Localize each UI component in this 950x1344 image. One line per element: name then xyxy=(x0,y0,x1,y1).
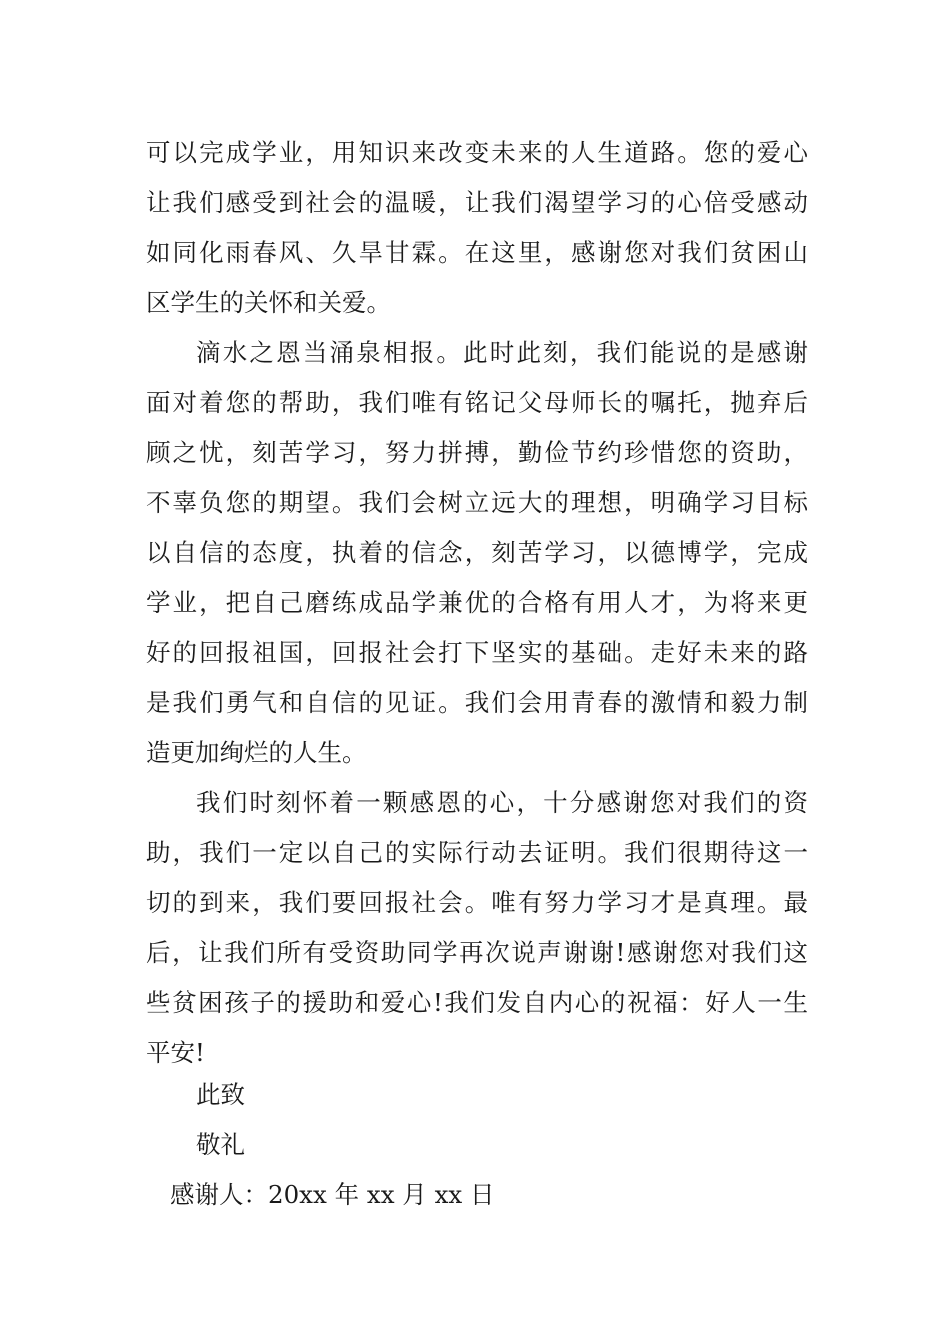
signature-text: 感谢人：20xx 年 xx 月 xx 日 xyxy=(170,1180,495,1209)
paragraph-2 xyxy=(146,328,808,778)
paragraph-line: 些贫困孩子的援助和爱心!我们发自内心的祝福：好人一生 xyxy=(146,988,808,1017)
closing-line: 敬礼 xyxy=(196,1130,245,1159)
paragraph-line: 后，让我们所有受资助同学再次说声谢谢!感谢您对我们这 xyxy=(146,938,808,967)
paragraph-line: 让我们感受到社会的温暖，让我们渴望学习的心倍受感动 xyxy=(146,188,808,217)
paragraph-line: 滴水之恩当涌泉相报。此时此刻，我们能说的是感谢 xyxy=(196,338,808,367)
paragraph-line: 切的到来，我们要回报社会。唯有努力学习才是真理。最 xyxy=(146,888,808,917)
paragraph-line: 平安! xyxy=(146,1038,205,1067)
closing-salutation-2 xyxy=(146,1120,808,1170)
paragraph-line: 造更加绚烂的人生。 xyxy=(146,738,367,767)
paragraph-1 xyxy=(146,128,808,328)
paragraph-line: 区学生的关怀和关爱。 xyxy=(146,288,391,317)
paragraph-3 xyxy=(146,778,808,1078)
paragraph-line: 是我们勇气和自信的见证。我们会用青春的激情和毅力制 xyxy=(146,688,808,717)
paragraph-line: 不辜负您的期望。我们会树立远大的理想，明确学习目标 xyxy=(146,488,808,517)
signature-line xyxy=(170,1170,570,1220)
paragraph-line: 助，我们一定以自己的实际行动去证明。我们很期待这一 xyxy=(146,838,808,867)
paragraph-line: 可以完成学业，用知识来改变未来的人生道路。您的爱心 xyxy=(146,138,808,167)
paragraph-line: 顾之忧，刻苦学习，努力拼搏，勤俭节约珍惜您的资助， xyxy=(146,438,808,467)
paragraph-line: 我们时刻怀着一颗感恩的心，十分感谢您对我们的资 xyxy=(196,788,808,817)
paragraph-line: 以自信的态度，执着的信念，刻苦学习，以德博学，完成 xyxy=(146,538,808,567)
paragraph-line: 如同化雨春风、久旱甘霖。在这里，感谢您对我们贫困山 xyxy=(146,238,808,267)
paragraph-line: 面对着您的帮助，我们唯有铭记父母师长的嘱托，抛弃后 xyxy=(146,388,808,417)
closing-salutation-1 xyxy=(146,1070,808,1120)
paragraph-line: 好的回报祖国，回报社会打下坚实的基础。走好未来的路 xyxy=(146,638,808,667)
paragraph-line: 学业，把自己磨练成品学兼优的合格有用人才，为将来更 xyxy=(146,588,808,617)
closing-line: 此致 xyxy=(196,1080,245,1109)
